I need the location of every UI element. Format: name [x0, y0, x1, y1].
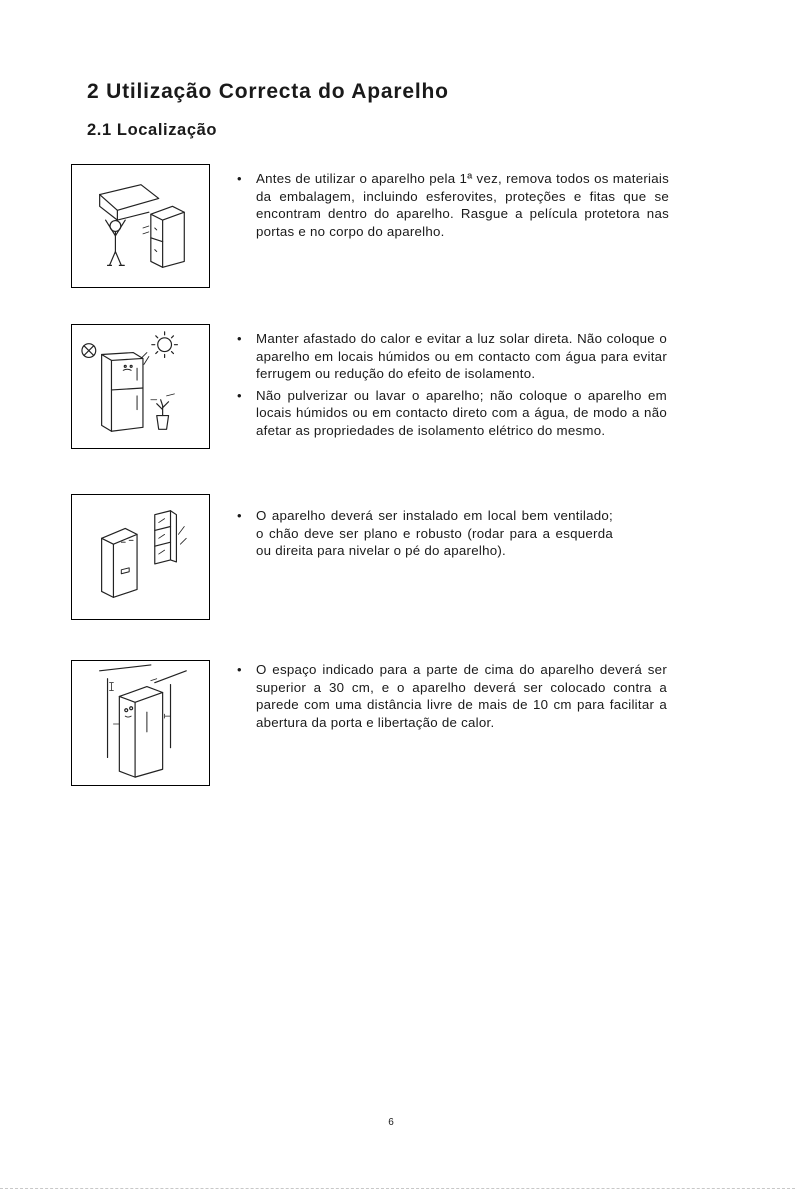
section-1-bullets	[237, 170, 669, 244]
section-2-bullets	[237, 330, 667, 443]
list-item: • Antes de utilizar o aparelho pela 1ª vez, remova todos os materiais da embalagem, incluindo esferovites, proteções e fitas que se encontram dentro do aparelho. Rasgue a película protetora nas portas e no corpo do aparelho.	[237, 170, 669, 240]
section-title: 2.1 Localização	[87, 121, 218, 139]
ventilated-room-icon	[71, 494, 210, 620]
footer-rule	[0, 1188, 795, 1190]
unpacking-icon	[71, 164, 210, 288]
wall-clearance-icon	[71, 660, 210, 786]
list-item: • Não pulverizar ou lavar o aparelho; não coloque o aparelho em locais húmidos ou em contacto direto com a água, de modo a não afetar as propriedades de isolamento elétrico do mesmo.	[237, 387, 667, 440]
page-number: 6	[388, 1117, 394, 1128]
section-4-bullets	[237, 661, 667, 735]
list-item: • O espaço indicado para a parte de cima do aparelho deverá ser superior a 30 cm, e o aparelho deverá ser colocado contra a parede com uma distância livre de mais de 10 cm para facilitar a abertura da porta e libertação de calor.	[237, 661, 667, 731]
page-title: 2 Utilização Correcta do Aparelho	[87, 80, 449, 103]
list-item: • Manter afastado do calor e evitar a luz solar direta. Não coloque o aparelho em locais húmidos ou em contacto com água para evitar ferrugem ou redução do efeito de isolamento.	[237, 330, 667, 383]
heat-sun-warning-icon	[71, 324, 210, 449]
section-3-bullets	[237, 507, 613, 564]
list-item: • O aparelho deverá ser instalado em local bem ventilado; o chão deve ser plano e robusto (rodar para a esquerda ou direita para nivelar o pé do aparelho).	[237, 507, 613, 560]
